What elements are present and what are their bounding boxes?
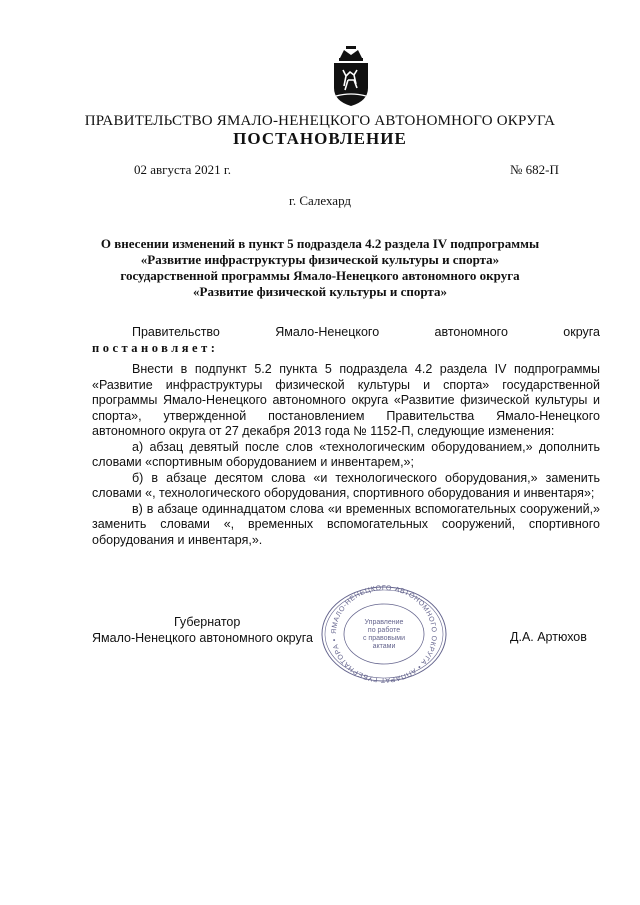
- document-number: № 682-П: [510, 162, 559, 177]
- signature-region: Ямало-Ненецкого автономного округа: [92, 631, 313, 645]
- document-body: [92, 362, 600, 548]
- document-subject: О внесении изменений в пункт 5 подраздела 4.2 раздела IV подпрограммы «Развитие инфраструктуры физической культуры и спорта» государственной программы Ямало-Ненецкого автономного округа «Развитие физической культуры и спорта»: [100, 236, 540, 299]
- preamble-word: Правительство: [132, 325, 220, 339]
- document-city: г. Салехард: [288, 193, 352, 208]
- official-stamp-icon: [314, 584, 454, 684]
- body-paragraph: Внести в подпункт 5.2 пункта 5 подраздела 4.2 раздела IV подпрограммы «Развитие инфраструктуры физической культуры и спорта» государственной программы Ямало-Ненецкого автономного округа «Развитие физической культуры и спорта», утвержденной постановлением Правительства Ямало-Ненецкого автономного округа от 27 декабря 2013 года № 1152-П, следующие изменения:: [92, 362, 600, 438]
- stamp-line: актами: [372, 643, 396, 650]
- signature-name: Д.А. Артюхов: [510, 630, 587, 644]
- body-paragraph: в) в абзаце одиннадцатом слова «и временных вспомогательных сооружений,» заменить словами «, временных вспомогательных сооружений, спортивного оборудования и инвентаря,».: [92, 501, 600, 547]
- stamp-line: Управление: [364, 619, 404, 626]
- body-paragraph: а) абзац девятый после слов «технологическим оборудованием,» дополнить словами «спортивным оборудованием и инвентарем,»;: [92, 439, 600, 469]
- document-type: ПОСТАНОВЛЕНИЕ: [233, 129, 407, 148]
- government-title: ПРАВИТЕЛЬСТВО ЯМАЛО-НЕНЕЦКОГО АВТОНОМНОГО ОКРУГА: [84, 113, 556, 129]
- preamble-word: Ямало-Ненецкого: [275, 325, 380, 339]
- stamp-line: по работе: [367, 627, 401, 634]
- body-paragraph: б) в абзаце десятом слова «и технологического оборудования,» заменить словами «, технологического оборудования, спортивного оборудования и инвентаря»;: [92, 470, 600, 500]
- stamp-line: с правовыми: [362, 635, 406, 642]
- stamp-outer-text: ЯМАЛО-НЕНЕЦКОГО АВТОНОМНОГО ОКРУГА • АППАРАТ ГУБЕРНАТОРА •: [330, 584, 438, 684]
- document-date: 02 августа 2021 г.: [134, 162, 231, 177]
- signature-position: Губернатор: [174, 615, 241, 629]
- coat-of-arms-icon: [330, 46, 372, 108]
- preamble-word: округа: [563, 325, 600, 339]
- preamble-word: автономного: [434, 325, 508, 339]
- preamble-line: [92, 324, 600, 340]
- signature-title: [92, 614, 313, 646]
- preamble: [92, 324, 600, 356]
- decree-word: постановляет:: [92, 341, 219, 355]
